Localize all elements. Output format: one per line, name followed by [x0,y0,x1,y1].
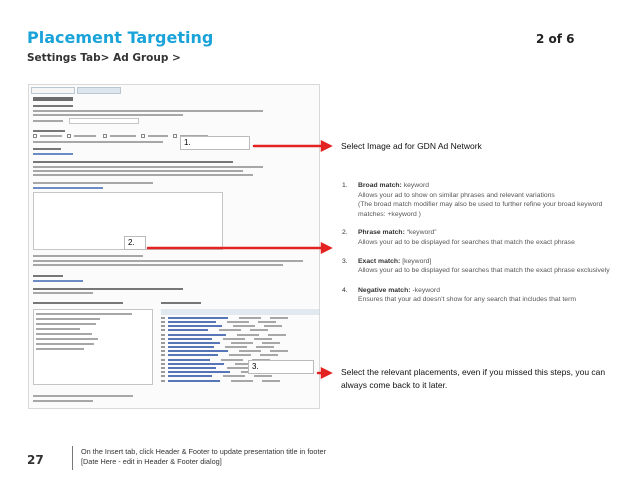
match-type-name: Exact match: [358,257,401,265]
match-type-item [342,286,624,305]
match-type-index: 1. [342,182,348,189]
arrow-2-head [322,244,330,252]
callout-marker-1: 1. [180,136,250,150]
match-type-item [342,181,624,219]
footer-line: [Date Here - edit in Header & Footer dialog] [81,457,222,466]
match-type-name: Broad match: [358,182,402,189]
slide-title: Placement Targeting [27,28,214,47]
footer-line: On the Insert tab, click Header & Footer to update presentation title in footer [81,447,326,456]
match-type-index: 3. [342,257,348,265]
match-type-item [342,228,624,247]
footer-divider [72,446,73,470]
arrow-3-head [322,369,330,377]
match-type-syntax: “keyword” [404,229,437,237]
callout-marker-3: 3. [248,360,314,374]
callout-marker-2: 2. [124,236,146,250]
page-count: 2 of 6 [536,32,575,46]
match-type-name: Phrase match: [358,229,405,237]
callout-text-1: Select Image ad for GDN Ad Network [341,141,482,151]
slide-number: 27 [27,453,44,467]
match-type-description: Allows your ad to show on similar phrases and relevant variations [358,191,555,199]
match-type-description: (The broad match modifier may also be used to further refine your broad keyword matches: +keyword ) [358,201,603,218]
match-types-list [342,181,624,314]
breadcrumb: Settings Tab> Ad Group > [27,52,181,64]
match-type-index: 4. [342,286,348,294]
match-type-syntax: [keyword] [400,257,432,265]
match-type-description: Allows your ad to be displayed for searches that match the exact phrase exclusively [358,267,610,275]
match-type-item [342,257,624,276]
match-type-syntax: -keyword [410,286,440,294]
match-type-name: Negative match: [358,286,411,294]
match-type-description: Allows your ad to be displayed for searches that match the exact phrase [358,238,575,246]
footer-text [81,447,326,467]
arrow-1-head [322,142,330,150]
match-type-index: 2. [342,229,348,237]
match-type-syntax: keyword [401,182,430,189]
match-type-description: Ensures that your ad doesn’t show for any search that includes that term [358,296,576,304]
callout-text-3: Select the relevant placements, even if you missed this steps, you can always come back to it later. [341,367,606,390]
